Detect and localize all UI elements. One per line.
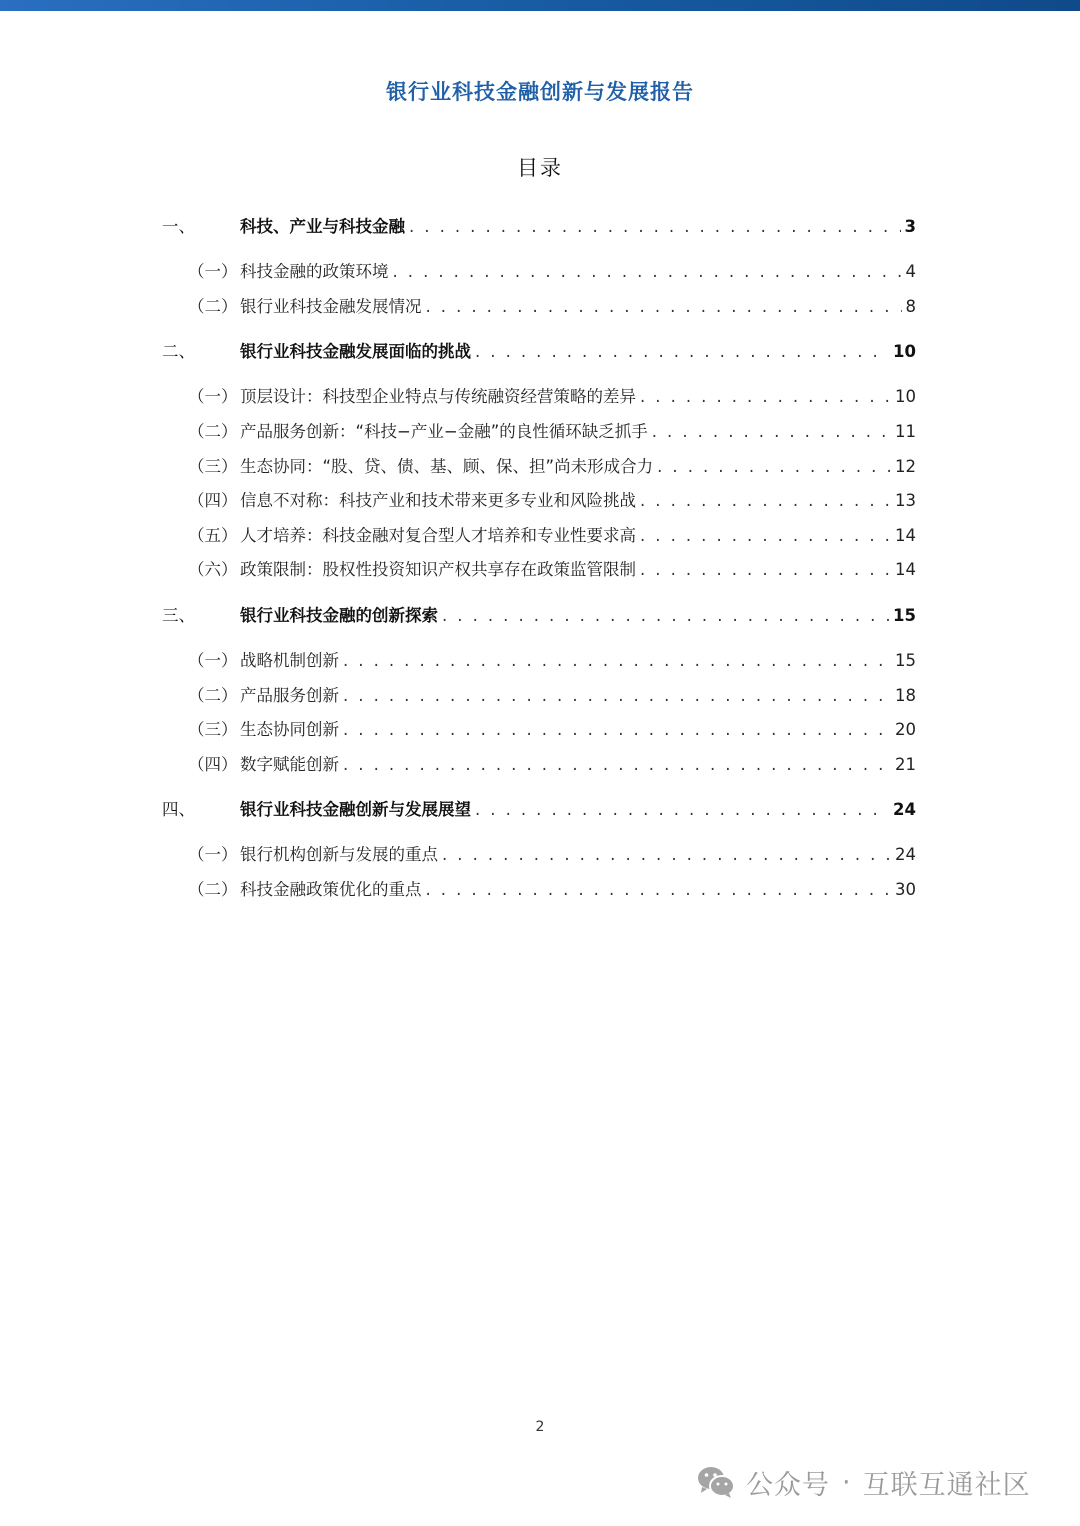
toc-entry-number: （六） bbox=[188, 560, 238, 580]
toc-section-entry[interactable] bbox=[162, 210, 916, 245]
toc-entry-page: 12 bbox=[895, 456, 916, 476]
toc-entry-number: （三） bbox=[188, 720, 238, 740]
toc-subsection-entry[interactable] bbox=[162, 255, 916, 290]
toc-dot-leader bbox=[343, 713, 891, 748]
toc-dot-leader bbox=[409, 210, 901, 245]
toc-dot-leader bbox=[442, 838, 891, 873]
toc-entry-number: （四） bbox=[188, 754, 238, 774]
toc-entry-number: 三、 bbox=[162, 605, 195, 625]
toc-entry-number: （一） bbox=[188, 387, 238, 407]
toc-subsection-entry[interactable] bbox=[162, 713, 916, 748]
toc-entry-number: 一、 bbox=[162, 217, 195, 236]
toc-entry-title: 科技、产业与科技金融 bbox=[240, 217, 405, 236]
toc-dot-leader bbox=[393, 255, 902, 290]
page-number: 2 bbox=[535, 1419, 545, 1435]
toc-subsection-entry[interactable] bbox=[162, 484, 916, 519]
toc-entry-title: 信息不对称：科技产业和技术带来更多专业和风险挑战 bbox=[240, 491, 636, 511]
toc-entry-title: 产品服务创新：“科技−产业−金融”的良性循环缺乏抓手 bbox=[240, 422, 648, 442]
toc-entry-page: 14 bbox=[895, 560, 916, 580]
toc-entry-title: 生态协同创新 bbox=[240, 720, 339, 740]
toc-entry-number: （二） bbox=[188, 422, 238, 442]
toc-dot-leader bbox=[652, 415, 891, 450]
toc-entry-title: 银行业科技金融创新与发展展望 bbox=[240, 800, 471, 820]
toc-dot-leader bbox=[442, 599, 889, 634]
toc-dot-leader bbox=[475, 793, 889, 828]
toc-subsection-entry[interactable] bbox=[162, 873, 916, 908]
toc-entry-page: 24 bbox=[893, 800, 916, 820]
toc-dot-leader bbox=[640, 553, 891, 588]
toc-subsection-entry[interactable] bbox=[162, 380, 916, 415]
header-bar bbox=[0, 0, 1080, 11]
toc-dot-leader bbox=[657, 450, 891, 485]
toc-entry-title: 战略机制创新 bbox=[240, 650, 339, 670]
toc-entry-number: （二） bbox=[188, 879, 238, 899]
toc-subsection-entry[interactable] bbox=[162, 644, 916, 679]
toc-section-entry[interactable] bbox=[162, 599, 916, 634]
toc-entry-page: 10 bbox=[893, 342, 916, 362]
toc-entry-page: 14 bbox=[895, 525, 916, 545]
toc-entry-title: 银行机构创新与发展的重点 bbox=[240, 845, 438, 865]
toc-entry-page: 11 bbox=[895, 422, 916, 442]
toc-entry-number: （四） bbox=[188, 491, 238, 511]
toc-entry-number: （一） bbox=[188, 650, 238, 670]
toc-entry-number: 四、 bbox=[162, 800, 195, 820]
toc-entry-page: 4 bbox=[905, 262, 916, 282]
toc-entry-title: 数字赋能创新 bbox=[240, 754, 339, 774]
toc-dot-leader bbox=[475, 335, 889, 370]
toc-entry-page: 3 bbox=[904, 217, 916, 236]
toc-entry-number: （一） bbox=[188, 845, 238, 865]
toc-section-entry[interactable] bbox=[162, 793, 916, 828]
toc-entry-number: （二） bbox=[188, 685, 238, 705]
toc-heading: 目录 bbox=[517, 156, 563, 180]
toc-dot-leader bbox=[426, 873, 892, 908]
table-of-contents bbox=[162, 210, 916, 908]
toc-entry-title: 科技金融的政策环境 bbox=[240, 262, 389, 282]
toc-entry-number: 二、 bbox=[162, 342, 195, 362]
toc-entry-number: （五） bbox=[188, 525, 238, 545]
report-title: 银行业科技金融创新与发展报告 bbox=[386, 80, 694, 104]
wechat-icon bbox=[696, 1465, 736, 1499]
toc-dot-leader bbox=[640, 380, 891, 415]
toc-entry-title: 银行业科技金融发展面临的挑战 bbox=[240, 342, 471, 362]
toc-dot-leader bbox=[343, 679, 891, 714]
toc-entry-title: 产品服务创新 bbox=[240, 685, 339, 705]
toc-entry-title: 银行业科技金融的创新探索 bbox=[240, 605, 438, 625]
toc-subsection-entry[interactable] bbox=[162, 748, 916, 783]
toc-subsection-entry[interactable] bbox=[162, 838, 916, 873]
toc-dot-leader bbox=[343, 748, 891, 783]
watermark-account: 互联互通社区 bbox=[862, 1469, 1031, 1501]
toc-dot-leader bbox=[640, 484, 891, 519]
toc-entry-page: 20 bbox=[895, 720, 916, 740]
toc-entry-page: 15 bbox=[893, 605, 916, 625]
toc-subsection-entry[interactable] bbox=[162, 290, 916, 325]
toc-subsection-entry[interactable] bbox=[162, 553, 916, 588]
toc-entry-page: 15 bbox=[895, 650, 916, 670]
toc-entry-title: 科技金融政策优化的重点 bbox=[240, 879, 422, 899]
toc-entry-number: （一） bbox=[188, 262, 238, 282]
toc-entry-page: 13 bbox=[895, 491, 916, 511]
toc-entry-title: 顶层设计：科技型企业特点与传统融资经营策略的差异 bbox=[240, 387, 636, 407]
toc-dot-leader bbox=[343, 644, 891, 679]
toc-subsection-entry[interactable] bbox=[162, 415, 916, 450]
toc-entry-title: 生态协同：“股、贷、债、基、顾、保、担”尚未形成合力 bbox=[240, 456, 654, 476]
toc-section-entry[interactable] bbox=[162, 335, 916, 370]
toc-dot-leader bbox=[640, 519, 891, 554]
toc-entry-number: （三） bbox=[188, 456, 238, 476]
toc-entry-title: 政策限制：股权性投资知识产权共享存在政策监管限制 bbox=[240, 560, 636, 580]
toc-entry-title: 人才培养：科技金融对复合型人才培养和专业性要求高 bbox=[240, 525, 636, 545]
watermark-label: 公众号 bbox=[746, 1469, 830, 1501]
toc-entry-page: 18 bbox=[895, 685, 916, 705]
toc-entry-page: 30 bbox=[895, 879, 916, 899]
toc-dot-leader bbox=[426, 290, 902, 325]
toc-entry-page: 8 bbox=[905, 296, 916, 316]
toc-subsection-entry[interactable] bbox=[162, 450, 916, 485]
toc-entry-number: （二） bbox=[188, 296, 238, 316]
watermark-separator: · bbox=[842, 1466, 851, 1498]
toc-subsection-entry[interactable] bbox=[162, 679, 916, 714]
toc-entry-page: 10 bbox=[895, 387, 916, 407]
toc-entry-page: 21 bbox=[895, 754, 916, 774]
toc-subsection-entry[interactable] bbox=[162, 519, 916, 554]
watermark bbox=[696, 1462, 1031, 1502]
toc-entry-page: 24 bbox=[895, 845, 916, 865]
toc-entry-title: 银行业科技金融发展情况 bbox=[240, 296, 422, 316]
